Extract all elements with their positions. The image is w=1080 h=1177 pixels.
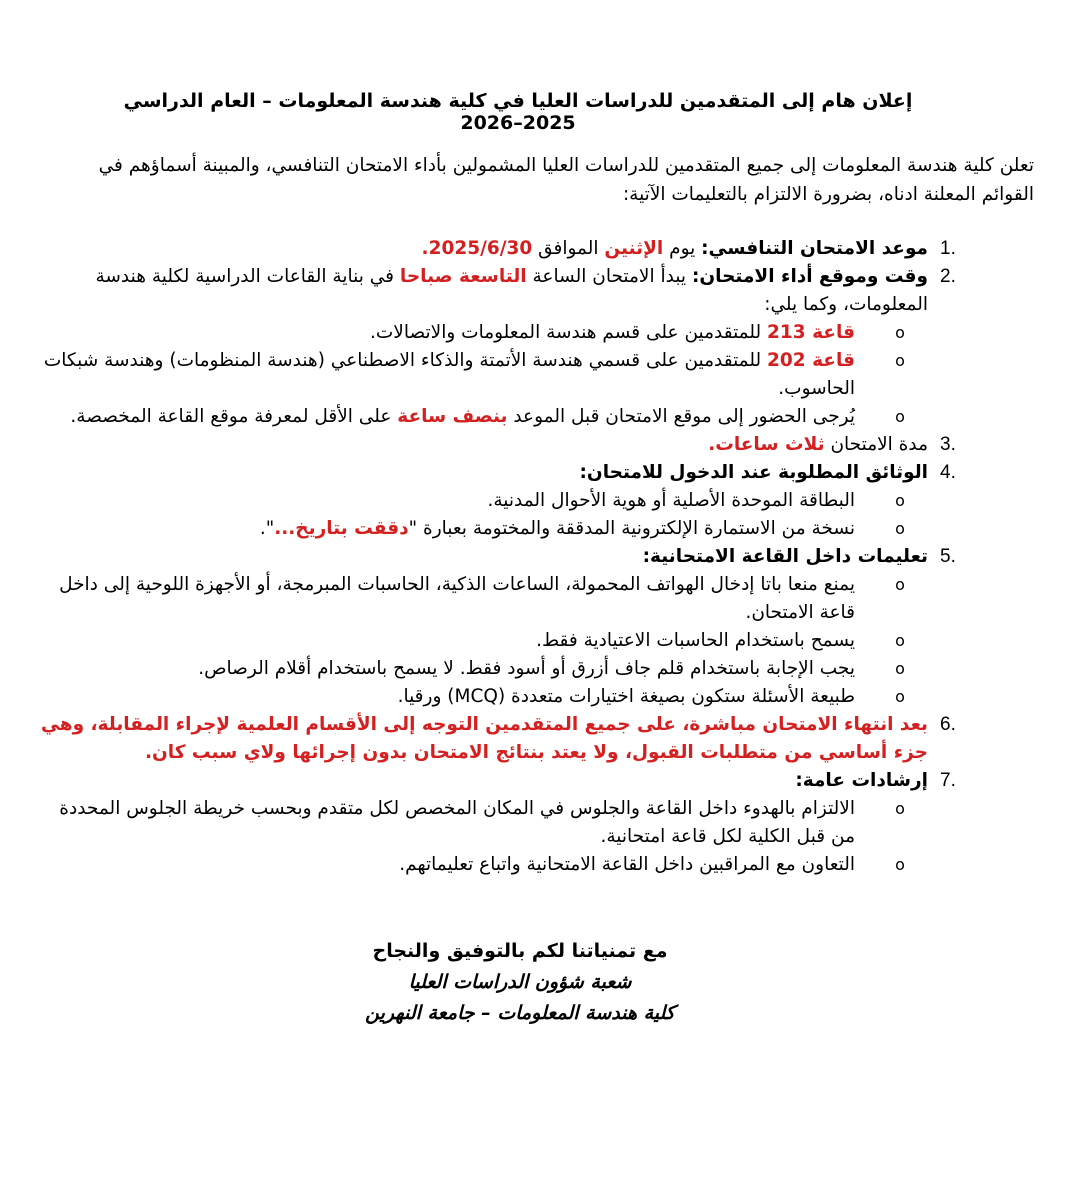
instructions-list bbox=[30, 235, 980, 879]
sub-item-calculators bbox=[30, 627, 980, 655]
item-text: يوم bbox=[663, 238, 702, 259]
bullet-icon: o bbox=[895, 491, 905, 510]
bullet-icon: o bbox=[895, 687, 905, 706]
list-item-general-guidance bbox=[30, 767, 980, 795]
stamp-phrase: دققت بتاريخ... bbox=[274, 518, 409, 539]
item-text: الموافق bbox=[532, 238, 605, 259]
item-number: 4. bbox=[940, 462, 956, 483]
sub-item-text: يُرجى الحضور إلى موقع الامتحان قبل الموعد bbox=[507, 406, 855, 427]
item-number: 7. bbox=[940, 770, 956, 791]
item-text: مدة الامتحان bbox=[824, 434, 928, 455]
bullet-icon: o bbox=[895, 575, 905, 594]
item-label: الوثائق المطلوبة عند الدخول للامتحان: bbox=[579, 462, 928, 483]
page-title: إعلان هام إلى المتقدمين للدراسات العليا في كلية هندسة المعلومات – العام الدراسي 2025–2026 bbox=[123, 90, 913, 134]
list-item-documents bbox=[30, 459, 980, 487]
list-item-exam-time-location bbox=[30, 263, 980, 319]
list-item-hall-rules bbox=[30, 543, 980, 571]
closing-signature bbox=[300, 936, 740, 1029]
item-label: تعليمات داخل القاعة الامتحانية: bbox=[642, 546, 928, 567]
sub-item-text: طبيعة الأسئلة ستكون بصيغة اختيارات متعددة (MCQ) ورقيا. bbox=[397, 686, 855, 707]
sub-item-text: نسخة من الاستمارة الإلكترونية المدققة والمختومة بعبارة " bbox=[408, 518, 855, 539]
item-text: في بناية القاعات الدراسية لكلية هندسة المعلومات، وكما يلي: bbox=[95, 266, 928, 315]
sub-item-text: للمتقدمين على قسم هندسة المعلومات والاتصالات. bbox=[369, 322, 768, 343]
item-label: موعد الامتحان التنافسي: bbox=[701, 238, 928, 259]
arrival-time: بنصف ساعة bbox=[397, 406, 508, 427]
closing-college: كلية هندسة المعلومات – جامعة النهرين bbox=[365, 1002, 675, 1024]
closing-wish: مع تمنياتنا لكم بالتوفيق والنجاح bbox=[372, 940, 668, 962]
intro-line-1: تعلن كلية هندسة المعلومات إلى جميع المتقدمين للدراسات العليا المشمولين بأداء الامتحان التنافسي، والمبينة أسماؤهم في bbox=[98, 155, 1034, 176]
sub-item-text: يجب الإجابة باستخدام قلم جاف أزرق أو أسود فقط. لا يسمح باستخدام أقلام الرصاص. bbox=[198, 658, 855, 679]
sub-item-id-card bbox=[30, 487, 980, 515]
item-number: 5. bbox=[940, 546, 956, 567]
list-item-exam-date bbox=[30, 235, 980, 263]
item-number: 1. bbox=[940, 238, 956, 259]
hall-label: قاعة 202 bbox=[767, 350, 855, 371]
item-text: يبدأ الامتحان الساعة bbox=[526, 266, 692, 287]
sub-item-pens bbox=[30, 655, 980, 683]
list-item-duration bbox=[30, 431, 980, 459]
item-number: 2. bbox=[940, 266, 956, 287]
sub-item-form-copy bbox=[30, 515, 980, 543]
sub-item-text: على الأقل لمعرفة موقع القاعة المخصصة. bbox=[70, 406, 398, 427]
bullet-icon: o bbox=[895, 323, 905, 342]
sub-item-seating bbox=[30, 795, 980, 851]
sub-item-proctors bbox=[30, 851, 980, 879]
sub-item-hall-213 bbox=[30, 319, 980, 347]
intro-paragraph bbox=[34, 151, 1034, 209]
intro-line-2: القوائم المعلنة ادناه، بضرورة الالتزام بالتعليمات الآتية: bbox=[622, 184, 1034, 205]
item-label: وقت وموقع أداء الامتحان: bbox=[691, 266, 928, 287]
sub-item-text: الالتزام بالهدوء داخل القاعة والجلوس في المكان المخصص لكل متقدم وبحسب خريطة الجلوس المحددة من قبل الكلية لكل قاعة امتحانية. bbox=[59, 798, 855, 847]
exam-duration: ثلاث ساعات. bbox=[708, 434, 825, 455]
item-number: 6. bbox=[940, 714, 956, 735]
sub-item-text: ". bbox=[259, 518, 275, 539]
interview-notice: بعد انتهاء الامتحان مباشرة، على جميع المتقدمين التوجه إلى الأقسام العلمية لإجراء المقابلة، وهي جزء أساسي من متطلبات القبول، ولا يعتد بنتائج الامتحان بدون إجرائها ولاي سبب كان. bbox=[41, 714, 928, 763]
item-label: إرشادات عامة: bbox=[795, 770, 928, 791]
sub-item-text: يمنع منعا باتا إدخال الهواتف المحمولة، الساعات الذكية، الحاسبات المبرمجة، أو الأجهزة اللوحية إلى داخل قاعة الامتحان. bbox=[59, 574, 855, 623]
hall-label: قاعة 213 bbox=[767, 322, 855, 343]
item-number: 3. bbox=[940, 434, 956, 455]
sub-item-arrival bbox=[30, 403, 980, 431]
list-item-interview bbox=[30, 711, 980, 767]
bullet-icon: o bbox=[895, 519, 905, 538]
bullet-icon: o bbox=[895, 659, 905, 678]
sub-item-text: للمتقدمين على قسمي هندسة الأتمتة والذكاء الاصطناعي (هندسة المنظومات) وهندسة شبكات الحاسوب. bbox=[43, 350, 855, 399]
sub-item-devices-ban bbox=[30, 571, 980, 627]
bullet-icon: o bbox=[895, 855, 905, 874]
sub-item-text: البطاقة الموحدة الأصلية أو هوية الأحوال المدنية. bbox=[487, 490, 855, 511]
exam-time: التاسعة صباحا bbox=[399, 266, 527, 287]
bullet-icon: o bbox=[895, 407, 905, 426]
sub-item-text: يسمح باستخدام الحاسبات الاعتيادية فقط. bbox=[536, 630, 855, 651]
closing-department: شعبة شؤون الدراسات العليا bbox=[408, 971, 632, 993]
sub-item-hall-202 bbox=[30, 347, 980, 403]
exam-date: 2025/6/30. bbox=[421, 238, 533, 259]
bullet-icon: o bbox=[895, 351, 905, 370]
sub-item-mcq bbox=[30, 683, 980, 711]
exam-day: الإثنين bbox=[604, 238, 664, 259]
bullet-icon: o bbox=[895, 799, 905, 818]
sub-item-text: التعاون مع المراقبين داخل القاعة الامتحانية واتباع تعليماتهم. bbox=[399, 854, 855, 875]
bullet-icon: o bbox=[895, 631, 905, 650]
